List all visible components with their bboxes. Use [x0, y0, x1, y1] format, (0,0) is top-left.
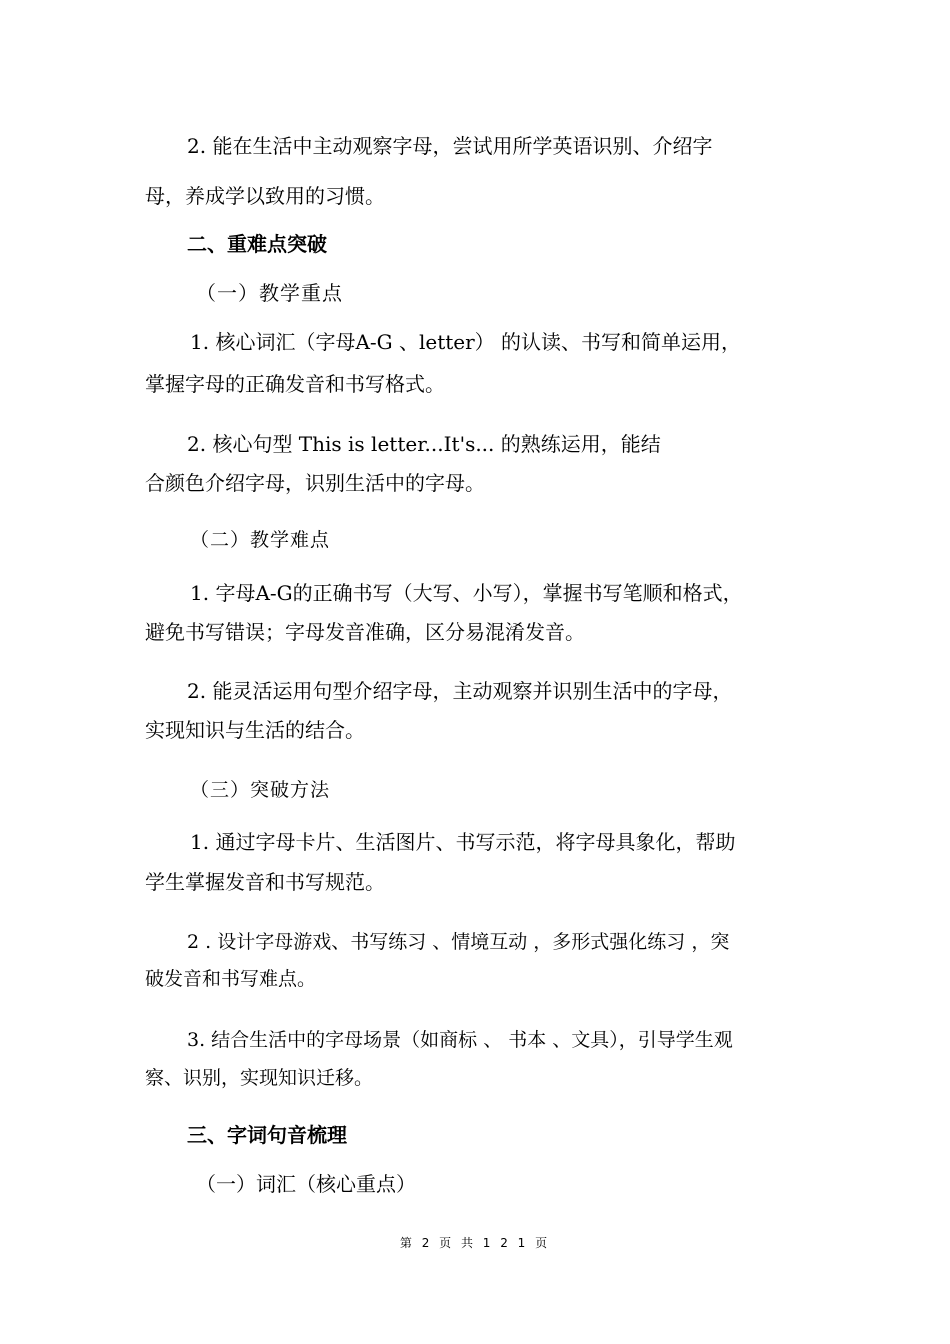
method-3-line-1: 3. 结合生活中的字母场景（如商标 、 书本 、文具），引导学生观	[187, 1029, 733, 1051]
method-2-line-1: 2 . 设计字母游戏、书写练习 、情境互动 ，多形式强化练习 ，突	[187, 931, 730, 953]
page-number-footer: 第 2 页 共 1 2 1 页	[399, 1236, 551, 1250]
focus-2-line-1: 2. 核心句型 This is letter...It's... 的熟练运用，能结	[187, 432, 661, 456]
section-heading-key-difficult: 二、重难点突破	[187, 232, 327, 256]
section-heading-vocab-review: 三、字词句音梳理	[187, 1123, 347, 1147]
method-1-line-1: 1. 通过字母卡片、生活图片、书写示范，将字母具象化，帮助	[190, 830, 736, 854]
focus-1-line-2: 掌握字母的正确发音和书写格式。	[145, 372, 445, 396]
method-3-line-2: 察、识别，实现知识迁移。	[145, 1067, 374, 1089]
subheading-breakthrough-methods: （三）突破方法	[190, 779, 331, 801]
focus-1-line-1: 1. 核心词汇（字母A-G 、letter） 的认读、书写和简单运用，	[190, 330, 742, 354]
method-1-line-2: 学生掌握发音和书写规范。	[145, 870, 385, 894]
difficulty-1-line-1: 1. 字母A-G的正确书写（大写、小写），掌握书写笔顺和格式，	[190, 581, 743, 605]
difficulty-1-line-2: 避免书写错误；字母发音准确，区分易混淆发音。	[145, 620, 585, 644]
subheading-teaching-focus: （一）教学重点	[196, 281, 343, 305]
goal-2-line-2: 母，养成学以致用的习惯。	[145, 184, 385, 208]
method-2-line-2: 破发音和书写难点。	[145, 968, 317, 990]
subheading-vocabulary: （一）词汇（核心重点）	[196, 1172, 416, 1196]
goal-2-line-1: 2. 能在生活中主动观察字母，尝试用所学英语识别、介绍字	[187, 134, 713, 158]
difficulty-2-line-2: 实现知识与生活的结合。	[145, 718, 365, 742]
difficulty-2-line-1: 2. 能灵活运用句型介绍字母，主动观察并识别生活中的字母，	[187, 679, 733, 703]
focus-2-line-2: 合颜色介绍字母，识别生活中的字母。	[145, 471, 485, 495]
subheading-teaching-difficulty: （二）教学难点	[190, 529, 331, 551]
